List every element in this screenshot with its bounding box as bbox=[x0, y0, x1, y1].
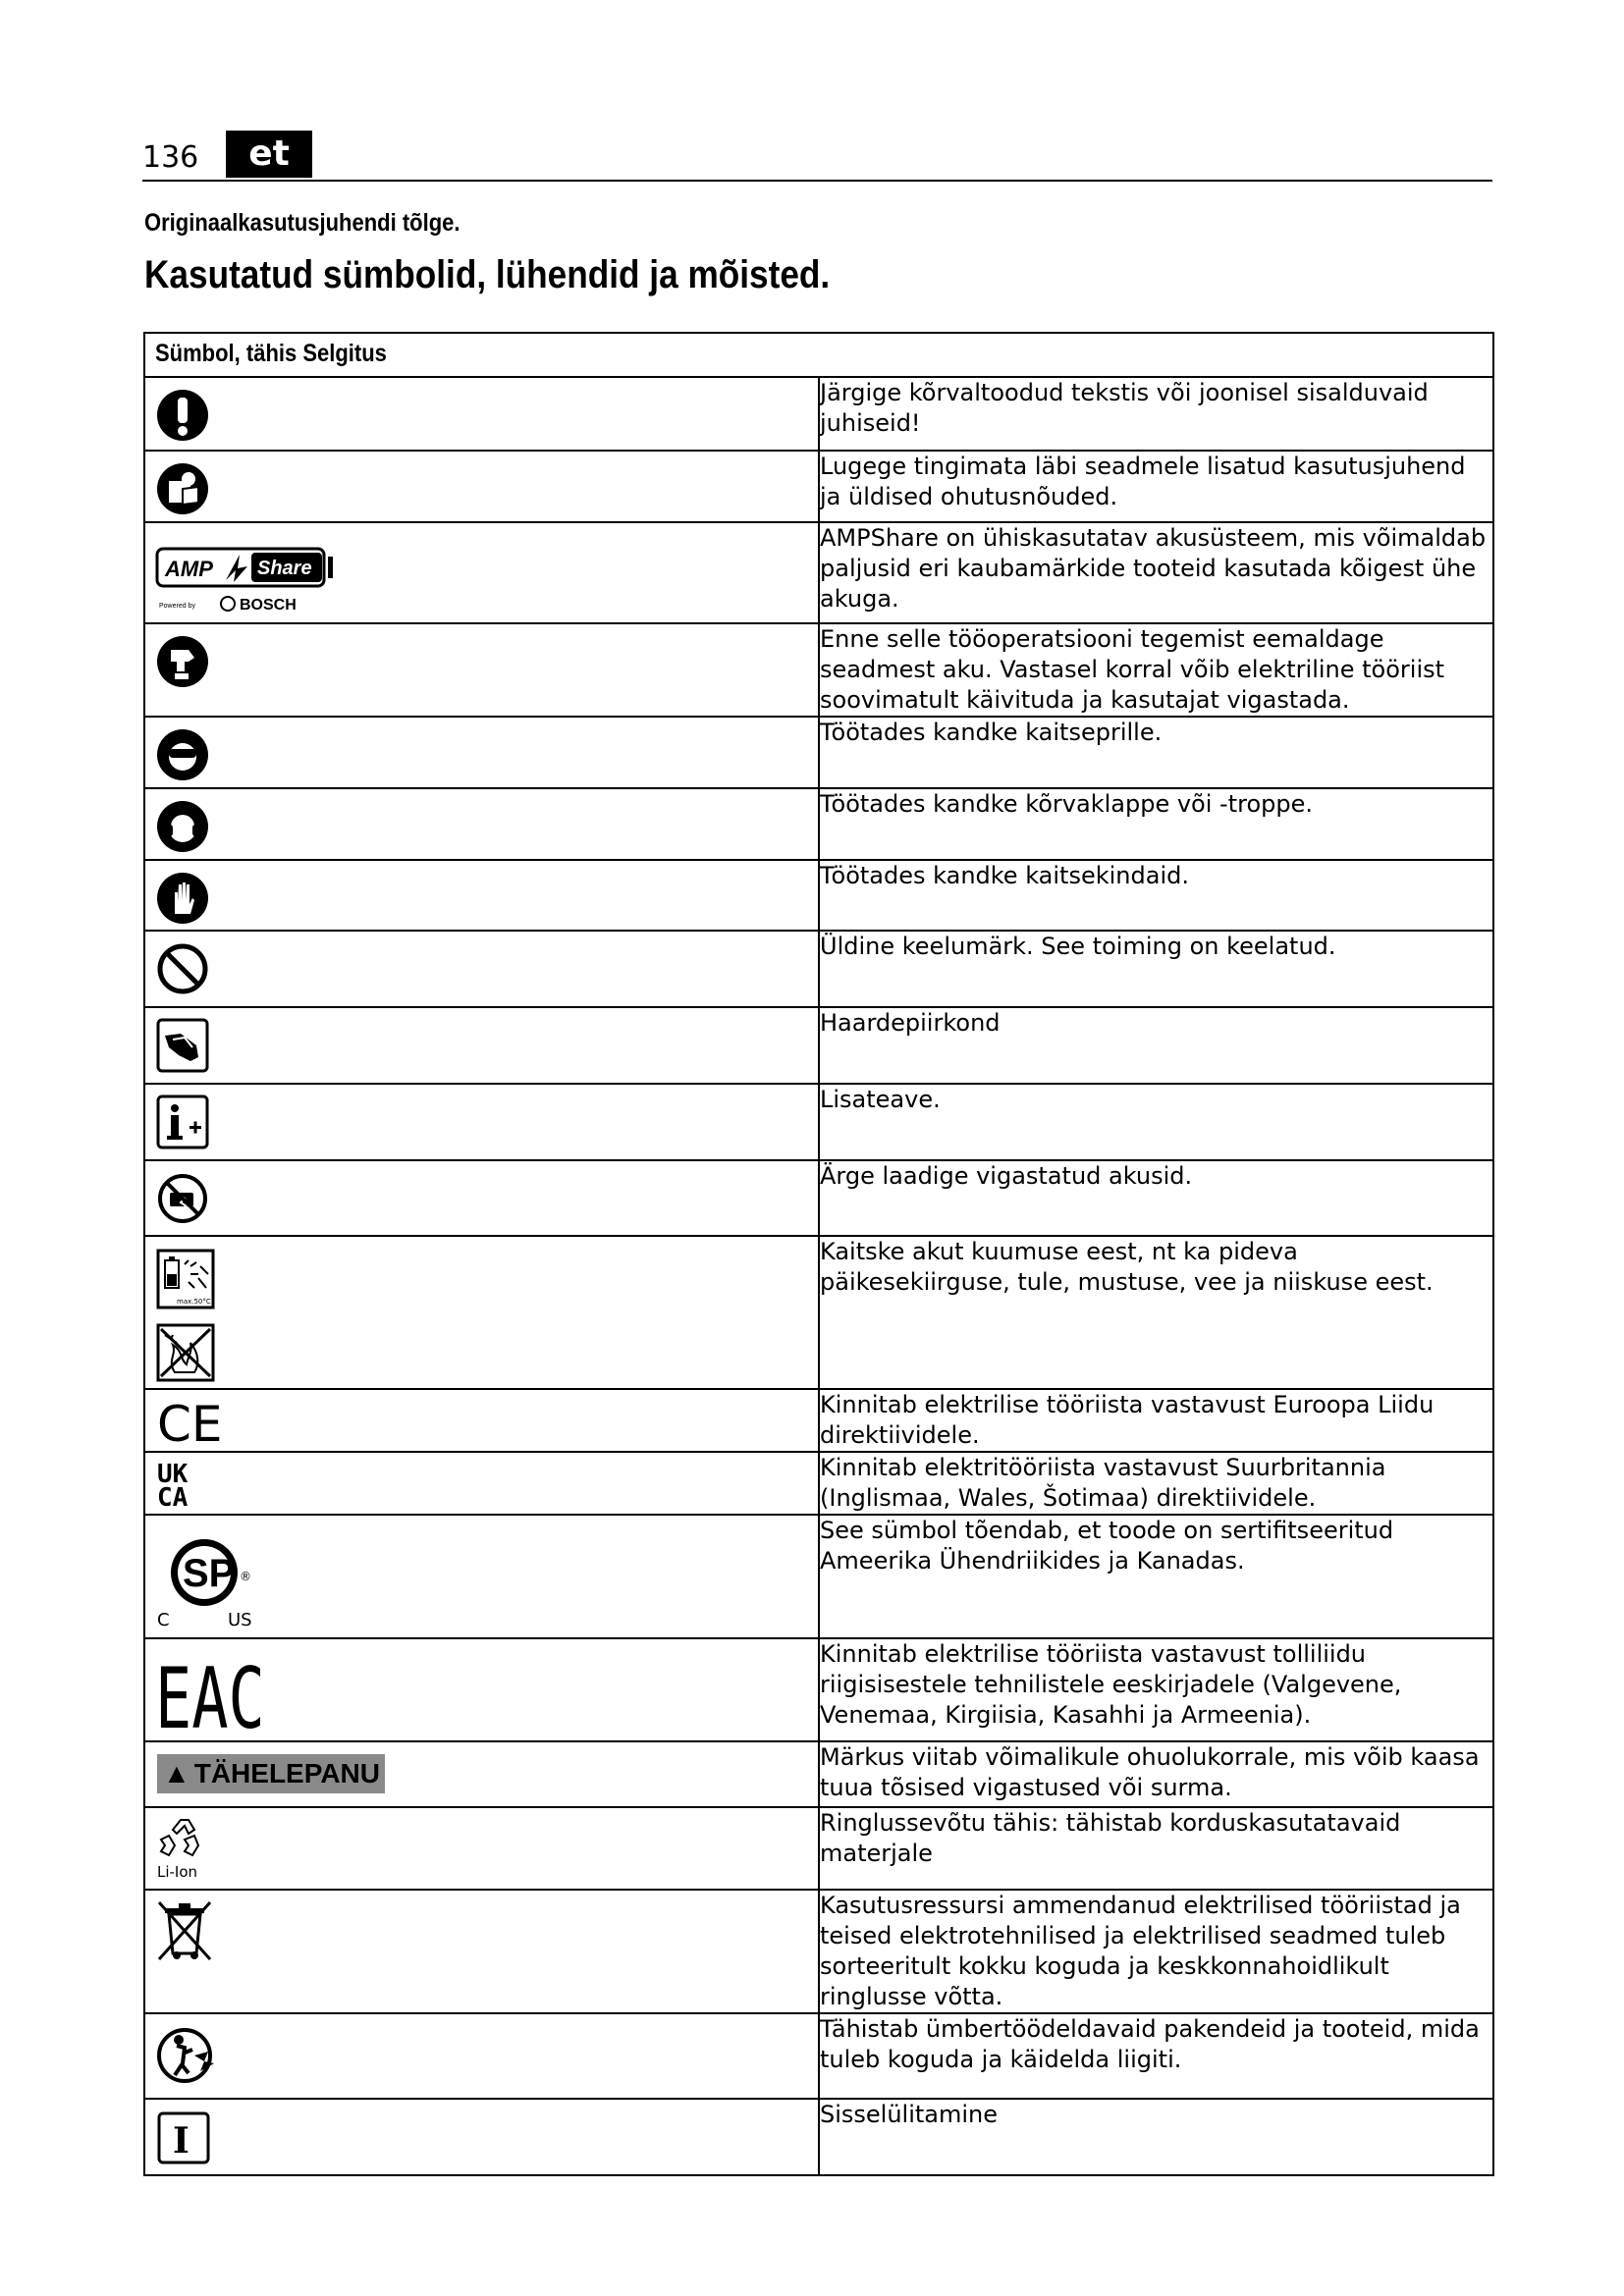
symbol-cell bbox=[144, 1638, 819, 1748]
description: Ringlussevõtu tähis: tähistab korduskasutatavaid materjale bbox=[819, 1807, 1493, 1890]
table-row bbox=[144, 860, 1493, 931]
description: Haardepiirkond bbox=[819, 1007, 1493, 1084]
symbol-cell bbox=[144, 1807, 819, 1890]
symbol-cell bbox=[144, 788, 819, 860]
symbol-cell bbox=[144, 1160, 819, 1236]
ampshare-logo bbox=[155, 531, 342, 615]
table-row bbox=[144, 2099, 1493, 2175]
read-manual-icon bbox=[155, 459, 210, 518]
description: Lisateave. bbox=[819, 1084, 1493, 1160]
table-row bbox=[144, 1807, 1493, 1890]
description: Järgige kõrvaltoodud tekstis või joonisel sisalduvaid juhiseid! bbox=[819, 377, 1493, 451]
symbol-cell bbox=[144, 717, 819, 788]
table-row bbox=[144, 377, 1493, 451]
table-row bbox=[144, 788, 1493, 860]
li-ion-label: Li-Ion bbox=[157, 1863, 198, 1881]
switch-on-mark: I bbox=[173, 2120, 189, 2162]
recycling-icon bbox=[155, 1816, 214, 1885]
symbol-cell bbox=[144, 1515, 819, 1638]
prohibition-icon bbox=[155, 939, 210, 998]
symbol-cell bbox=[144, 623, 819, 717]
language-badge: et bbox=[226, 131, 312, 178]
symbol-cell bbox=[144, 1741, 819, 1807]
csa-reg-text: ® bbox=[240, 1570, 251, 1583]
symbol-cell bbox=[144, 522, 819, 623]
document-subtitle: Originaalkasutusjuhendi tõlge. bbox=[144, 209, 460, 237]
description: Töötades kandke kaitseprille. bbox=[819, 717, 1493, 788]
description: Üldine keelumärk. See toiming on keelatud. bbox=[819, 931, 1493, 1007]
table-row bbox=[144, 931, 1493, 1007]
description: Kinnitab elektrilise tööriista vastavust tolliliidu riigisisestele tehnilistele eeskirjadele (Valgevene, Venemaa, Kirgiisia, Kasahhi ja Armeenia). bbox=[819, 1638, 1493, 1741]
page-number: 136 bbox=[142, 140, 199, 175]
exclamation-icon bbox=[155, 386, 210, 445]
symbol-cell bbox=[144, 1452, 819, 1515]
csa-c-text: C bbox=[157, 1610, 170, 1630]
table-row bbox=[144, 623, 1493, 717]
symbol-cell bbox=[144, 451, 819, 522]
table-row bbox=[144, 1741, 1493, 1807]
grip-area-icon bbox=[155, 1016, 210, 1075]
warning-triangle-icon: ▲ bbox=[163, 1758, 190, 1789]
weee-bin-icon bbox=[155, 1898, 214, 1963]
header-rule bbox=[142, 180, 1492, 182]
warning-badge bbox=[157, 1754, 385, 1793]
symbol-cell bbox=[144, 1890, 819, 2013]
table-row bbox=[144, 1890, 1493, 2013]
no-damaged-battery-icon bbox=[155, 1169, 210, 1228]
switch-on-icon bbox=[155, 2108, 214, 2168]
symbol-cell bbox=[144, 1389, 819, 1452]
description: Töötades kandke kaitsekindaid. bbox=[819, 860, 1493, 931]
ce-mark-text: CE bbox=[157, 1396, 223, 1453]
safety-goggles-icon bbox=[155, 725, 210, 784]
description: Lugege tingimata läbi seadmele lisatud kasutusjuhend ja üldised ohutusnõuded. bbox=[819, 451, 1493, 522]
csa-us-text: US bbox=[228, 1610, 252, 1630]
description: Tähistab ümbertöödeldavaid pakendeid ja tooteid, mida tuleb koguda ja käidelda liigiti. bbox=[819, 2013, 1493, 2099]
table-row bbox=[144, 1236, 1493, 1389]
remove-battery-icon bbox=[155, 632, 210, 691]
symbol-cell bbox=[144, 860, 819, 931]
ukca-mark-icon bbox=[155, 1460, 204, 1513]
symbol-cell bbox=[144, 377, 819, 451]
description: Enne selle tööoperatsiooni tegemist eemaldage seadmest aku. Vastasel korral võib elektriline tööriist soovimatult käivituda ja kasutajat vigastada. bbox=[819, 623, 1493, 717]
ampshare-share-text: Share bbox=[257, 558, 312, 579]
description: Kinnitab elektritööriista vastavust Suurbritannia (Inglismaa, Wales, Šotimaa) direktiividele. bbox=[819, 1452, 1493, 1515]
heat-protection-icon bbox=[155, 1245, 224, 1382]
table-header: Sümbol, tähis Selgitus bbox=[144, 333, 1493, 377]
table-row bbox=[144, 1638, 1493, 1741]
warning-badge-label: TÄHELEPANU bbox=[193, 1758, 380, 1789]
symbol-cell bbox=[144, 2099, 819, 2175]
table-row bbox=[144, 1452, 1493, 1515]
ear-protection-icon bbox=[155, 797, 210, 856]
page-header bbox=[142, 131, 1492, 182]
gloves-icon bbox=[155, 869, 210, 928]
table-row bbox=[144, 717, 1493, 788]
description: Kinnitab elektrilise tööriista vastavust Euroopa Liidu direktiividele. bbox=[819, 1389, 1493, 1452]
table-row bbox=[144, 2013, 1493, 2099]
symbol-cell bbox=[144, 1007, 819, 1084]
ukca-top-text: UK bbox=[157, 1460, 189, 1489]
symbol-cell bbox=[144, 2013, 819, 2099]
eac-mark-text: EAC bbox=[155, 1648, 265, 1748]
table-header-row bbox=[144, 333, 1493, 377]
eac-mark-icon bbox=[155, 1647, 265, 1748]
description: See sümbol tõendab, et toode on sertifitseeritud Ameerika Ühendriikides ja Kanadas. bbox=[819, 1515, 1493, 1638]
description: Kasutusressursi ammendanud elektrilised tööriistad ja teised elektrotehnilised ja elektrilised seadmed tuleb sorteeritult kokku koguda ja keskkonnahoidlikult ringlusse võtta. bbox=[819, 1890, 1493, 2013]
csa-mark-text: SP bbox=[183, 1552, 236, 1595]
table-row bbox=[144, 1007, 1493, 1084]
bosch-text: BOSCH bbox=[240, 597, 297, 614]
table-row bbox=[144, 1160, 1493, 1236]
table-row bbox=[144, 1389, 1493, 1452]
description: Ärge laadige vigastatud akusid. bbox=[819, 1160, 1493, 1236]
symbols-table bbox=[143, 332, 1494, 2176]
symbol-cell bbox=[144, 931, 819, 1007]
ce-mark-icon bbox=[155, 1396, 224, 1453]
symbol-cell bbox=[144, 1236, 819, 1389]
max-temp-label: max.50°C bbox=[177, 1298, 211, 1306]
description: Töötades kandke kõrvaklappe või -troppe. bbox=[819, 788, 1493, 860]
csa-mark-icon bbox=[155, 1523, 273, 1633]
recyclable-packaging-icon bbox=[155, 2022, 220, 2087]
page-title: Kasutatud sümbolid, lühendid ja mõisted. bbox=[144, 253, 831, 296]
table-row bbox=[144, 1515, 1493, 1638]
table-row bbox=[144, 522, 1493, 623]
table-row bbox=[144, 1084, 1493, 1160]
symbol-cell bbox=[144, 1084, 819, 1160]
ampshare-powered-text: Powered by bbox=[159, 603, 195, 610]
description: Sisselülitamine bbox=[819, 2099, 1493, 2175]
info-icon bbox=[155, 1093, 210, 1151]
table-row bbox=[144, 451, 1493, 522]
description: AMPShare on ühiskasutatav akusüsteem, mis võimaldab paljusid eri kaubamärkide tooteid kasutada kõigest ühe akuga. bbox=[819, 522, 1493, 623]
ukca-bottom-text: CA bbox=[157, 1483, 189, 1513]
ampshare-amp-text: AMP bbox=[165, 557, 213, 581]
description: Kaitske akut kuumuse eest, nt ka pideva päikesekiirguse, tule, mustuse, vee ja niiskuse eest. bbox=[819, 1236, 1493, 1389]
description: Märkus viitab võimalikule ohuolukorrale, mis võib kaasa tuua tõsised vigastused või surma. bbox=[819, 1741, 1493, 1807]
